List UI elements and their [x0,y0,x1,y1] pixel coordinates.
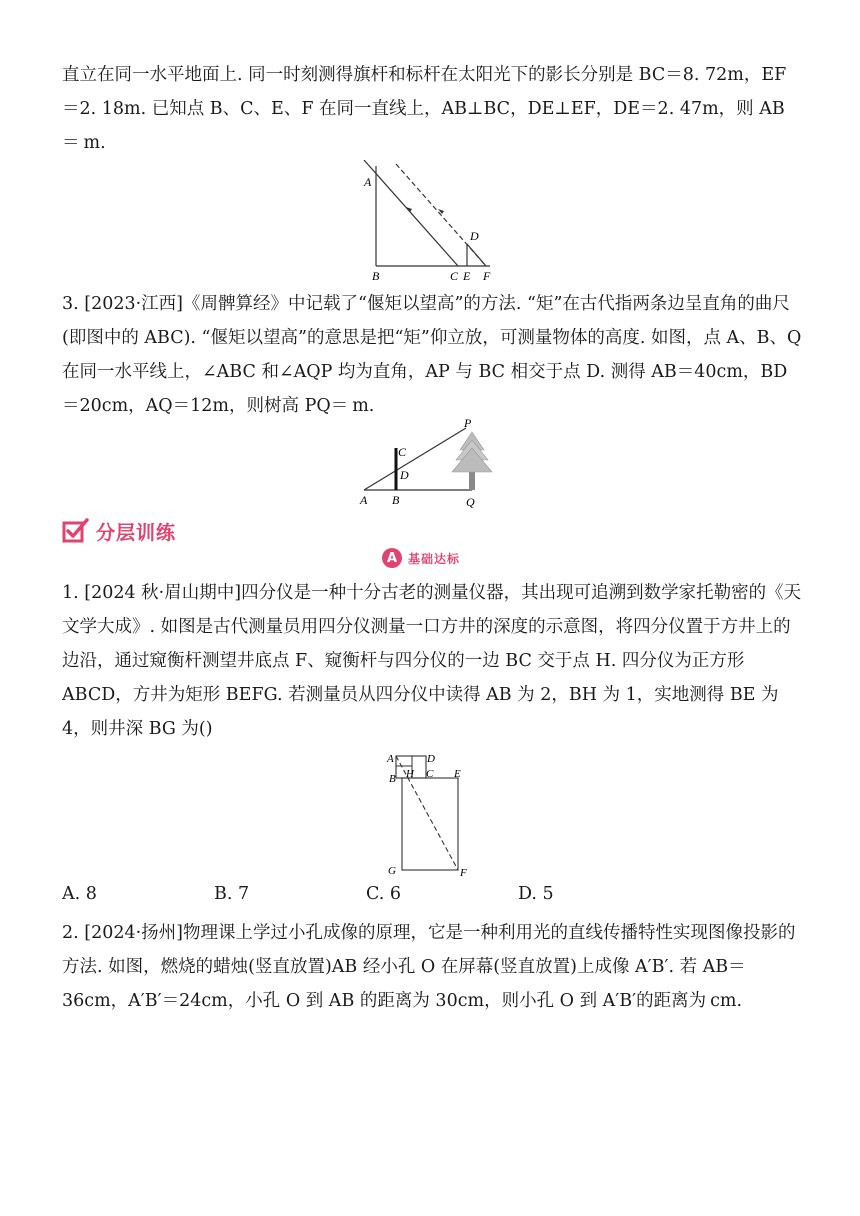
label-C: C [398,445,407,459]
problem-a2-text: 2. [2024·扬州]物理课上学过小孔成像的原理，它是一种利用光的直线传播特性实现图像投影的方法. 如图，燃烧的蜡烛(竖直放置)AB 经小孔 O 在屏幕(竖直放置)上成像 A′B′. 若 AB＝36cm，A′B′＝24cm，小孔 O 到 AB 的距离为 30cm，则小孔 O 到 A′B′的距离为 cm. [62,923,796,1011]
subsection-title: 基础达标 [408,551,461,566]
checkbox-check-icon [62,517,90,545]
label-E: E [454,768,461,780]
problem-prev-text: 直立在同一水平地面上. 同一时刻测得旗杆和标杆在太阳光下的影长分别是 BC＝8. 72m，EF＝2. 18m. 已知点 B、C、E、F 在同一直线上，AB⊥BC，DE⊥EF，DE＝2. 47m，则 AB＝ m. [62,65,787,153]
label-B: B [389,773,396,785]
figure-tree [356,418,526,510]
option-b[interactable]: B. 7 [214,884,250,904]
label-D: D [470,229,479,243]
label-P: P [464,418,472,430]
problem-3-text: 3. [2023·江西]《周髀算经》中记载了“偃矩以望高”的方法. “矩”在古代指两条边呈直角的曲尺(即图中的 ABC). “偃矩以望高”的意思是把“矩”仰立放，可测量物体的高度. 如图，点 A、B、Q 在同一水平线上，∠ABC 和∠AQP 均为直角，AP 与 BC 相交于点 D. 测得 AB＝40cm，BD＝20cm，AQ＝12m，则树高 PQ＝ m. [62,294,802,416]
figure-well [384,750,480,880]
level-badge: A [382,548,402,568]
label-B: B [372,269,380,283]
label-F: F [483,269,491,283]
label-G: G [388,865,396,877]
subsection-header [382,548,460,568]
section-header [62,514,176,548]
section-title: 分层训练 [96,521,177,544]
label-E: E [463,269,471,283]
problem-a1-text: 1. [2024 秋·眉山期中]四分仪是一种十分古老的测量仪器，其出现可追溯到数学家托勒密的《天文学大成》. 如图是古代测量员用四分仪测量一口方井的深度的示意图，将四分仪置于方井上的边沿，通过窥衡杆测望井底点 F、窥衡杆与四分仪的一边 BC 交于点 H. 四分仪为正方形 ABCD，方井为矩形 BEFG. 若测量员从四分仪中读得 AB 为 2，BH 为 1，实地测得 BE 为 4，则井深 BG 为() [62,583,802,739]
label-C: C [426,768,434,780]
label-A: A [387,753,394,765]
answer-options [62,884,670,904]
tree-icon [452,432,492,490]
label-F: F [460,867,467,879]
label-Q: Q [466,495,475,509]
option-c[interactable]: C. 6 [366,884,402,904]
label-A: A [364,175,372,189]
figure-flagpole [360,160,500,284]
label-B: B [392,493,400,507]
label-D: D [427,753,435,765]
label-H: H [406,768,414,780]
label-C: C [450,269,459,283]
option-a[interactable]: A. 8 [62,884,97,904]
option-d[interactable]: D. 5 [518,884,554,904]
label-A: A [360,493,368,507]
label-D: D [400,468,409,482]
